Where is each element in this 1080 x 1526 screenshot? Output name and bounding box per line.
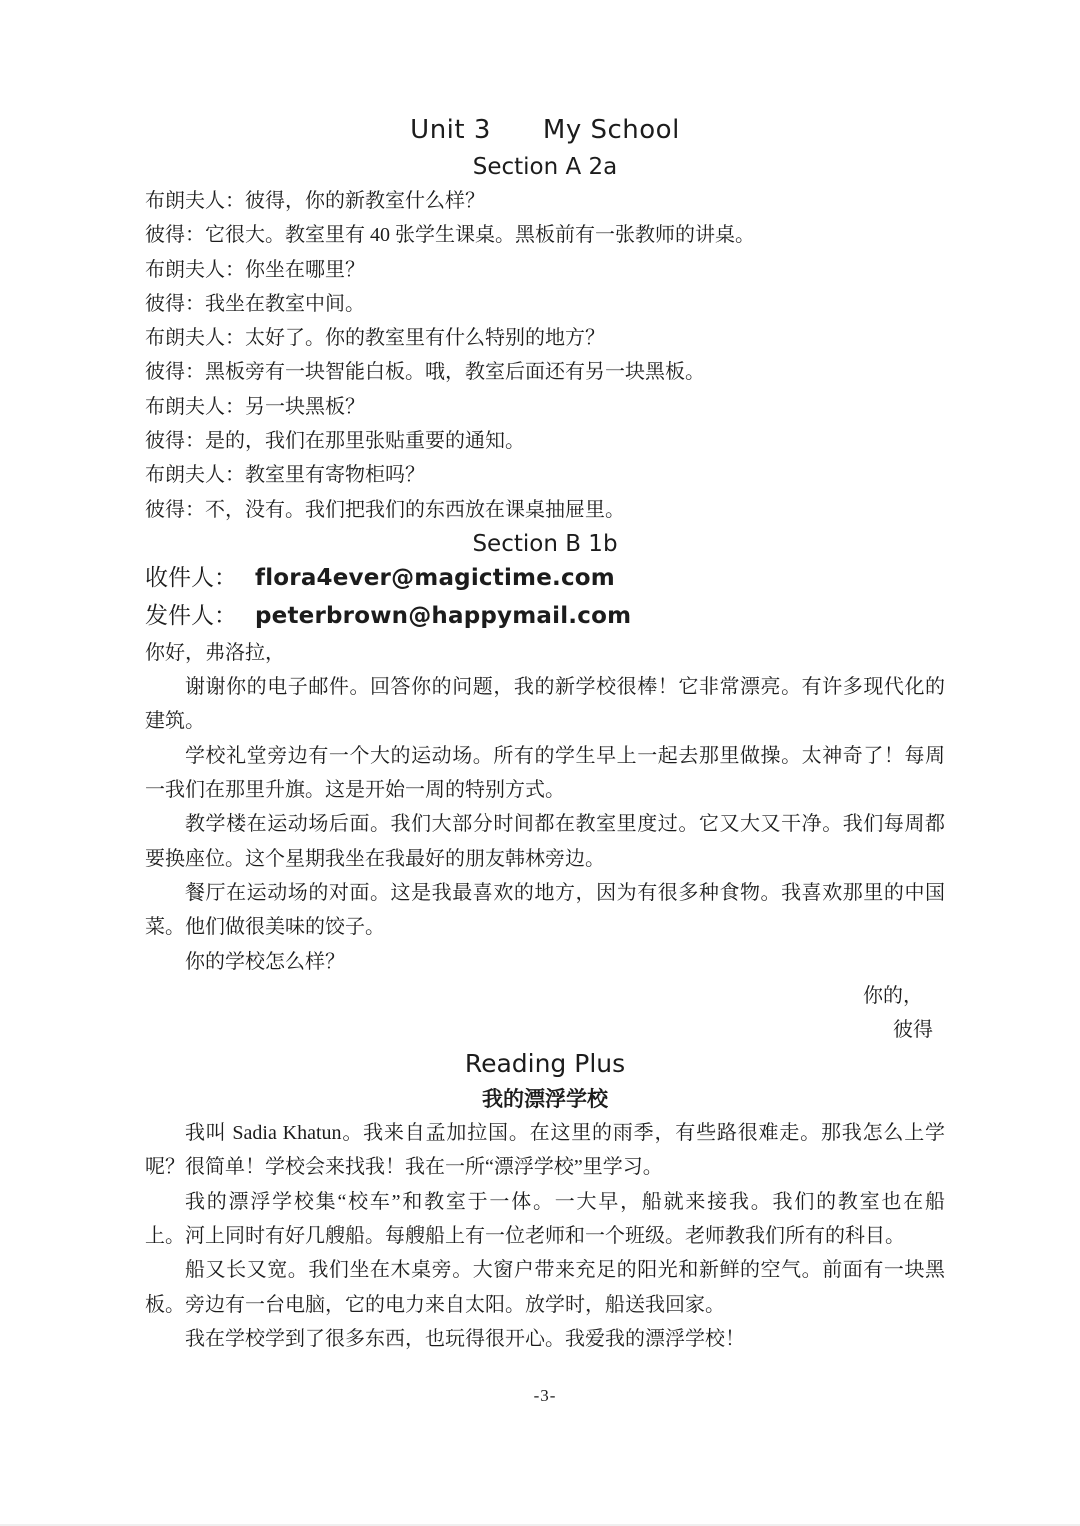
paragraph-line: 教学楼在运动场后面。我们大部分时间都在教室里度过。它又大又干净。我们每周都 bbox=[185, 813, 945, 836]
email-question: 你的学校怎么样？ bbox=[185, 950, 345, 973]
email-from-label: 发件人： bbox=[145, 602, 237, 628]
email-body bbox=[145, 670, 945, 944]
reading-plus-heading: Reading Plus bbox=[464, 1049, 626, 1079]
page-number: -3- bbox=[533, 1386, 557, 1406]
reading-title: 我的漂浮学校 bbox=[482, 1086, 608, 1111]
page-title bbox=[145, 110, 945, 150]
paragraph-line: 我的漂浮学校集“校车”和教室于一体。一大早，船就来接我。我们的教室也在船 bbox=[185, 1190, 945, 1213]
dialogue-line: 布朗夫人：另一块黑板？ bbox=[145, 395, 365, 418]
email-closing: 你的， bbox=[863, 984, 923, 1007]
dialogue-line: 布朗夫人：彼得，你的新教室什么样？ bbox=[145, 190, 485, 212]
paragraph-line: 谢谢你的电子邮件。回答你的问题，我的新学校很棒！它非常漂亮。有许多现代化的 bbox=[185, 676, 945, 699]
dialogue-line: 彼得：我坐在教室中间。 bbox=[145, 292, 365, 315]
paragraph-line: 呢？很简单！学校会来找我！我在一所“漂浮学校”里学习。 bbox=[145, 1156, 663, 1179]
dialogue-line: 布朗夫人：教室里有寄物柜吗？ bbox=[145, 464, 425, 487]
email-to-row bbox=[145, 561, 945, 598]
section-a-heading: Section A 2a bbox=[472, 154, 618, 180]
paragraph-line: 板。旁边有一台电脑，它的电力来自太阳。放学时，船送我回家。 bbox=[145, 1293, 725, 1316]
paragraph-line: 要换座位。这个星期我坐在我最好的朋友韩林旁边。 bbox=[145, 847, 605, 870]
dialogue-line: 彼得：不，没有。我们把我们的东西放在课桌抽屉里。 bbox=[145, 498, 625, 521]
paragraph-line: 上。河上同时有好几艘船。每艘船上有一位老师和一个班级。老师教我们所有的科目。 bbox=[145, 1224, 905, 1247]
dialogue-line: 彼得：它很大。教室里有 40 张学生课桌。黑板前有一张教师的讲桌。 bbox=[145, 224, 755, 247]
paragraph-line: 我在学校学到了很多东西，也玩得很开心。我爱我的漂浮学校！ bbox=[185, 1327, 745, 1350]
paragraph-line: 建筑。 bbox=[145, 710, 205, 733]
dialogue-line: 布朗夫人：你坐在哪里？ bbox=[145, 258, 365, 281]
email-to-label: 收件人： bbox=[145, 565, 237, 591]
unit-title: My School bbox=[542, 115, 680, 145]
section-b-heading: Section B 1b bbox=[472, 530, 618, 557]
dialogue-block bbox=[145, 184, 945, 527]
unit-label: Unit 3 bbox=[410, 115, 491, 145]
paragraph-line: 一我们在那里升旗。这是开始一周的特别方式。 bbox=[145, 779, 565, 802]
email-signature: 彼得 bbox=[893, 1019, 933, 1042]
reading-body bbox=[145, 1116, 945, 1356]
email-from-address: peterbrown@happymail.com bbox=[255, 602, 632, 629]
paragraph-line: 餐厅在运动场的对面。这是我最喜欢的地方，因为有很多种食物。我喜欢那里的中国 bbox=[185, 881, 945, 904]
dialogue-line: 彼得：黑板旁有一块智能白板。哦，教室后面还有另一块黑板。 bbox=[145, 361, 705, 384]
email-greeting: 你好，弗洛拉， bbox=[145, 641, 285, 664]
dialogue-line: 布朗夫人：太好了。你的教室里有什么特别的地方？ bbox=[145, 327, 605, 350]
paragraph-line: 学校礼堂旁边有一个大的运动场。所有的学生早上一起去那里做操。太神奇了！每周 bbox=[185, 744, 945, 767]
paragraph-line: 我叫 Sadia Khatun。我来自孟加拉国。在这里的雨季，有些路很难走。那我怎么上学 bbox=[185, 1122, 945, 1145]
email-to-address: flora4ever@magictime.com bbox=[255, 565, 615, 592]
paragraph-line: 船又长又宽。我们坐在木桌旁。大窗户带来充足的阳光和新鲜的空气。前面有一块黑 bbox=[185, 1259, 945, 1282]
dialogue-line: 彼得：是的，我们在那里张贴重要的通知。 bbox=[145, 430, 525, 453]
paragraph-line: 菜。他们做很美味的饺子。 bbox=[145, 916, 385, 939]
email-from-row bbox=[145, 599, 945, 636]
